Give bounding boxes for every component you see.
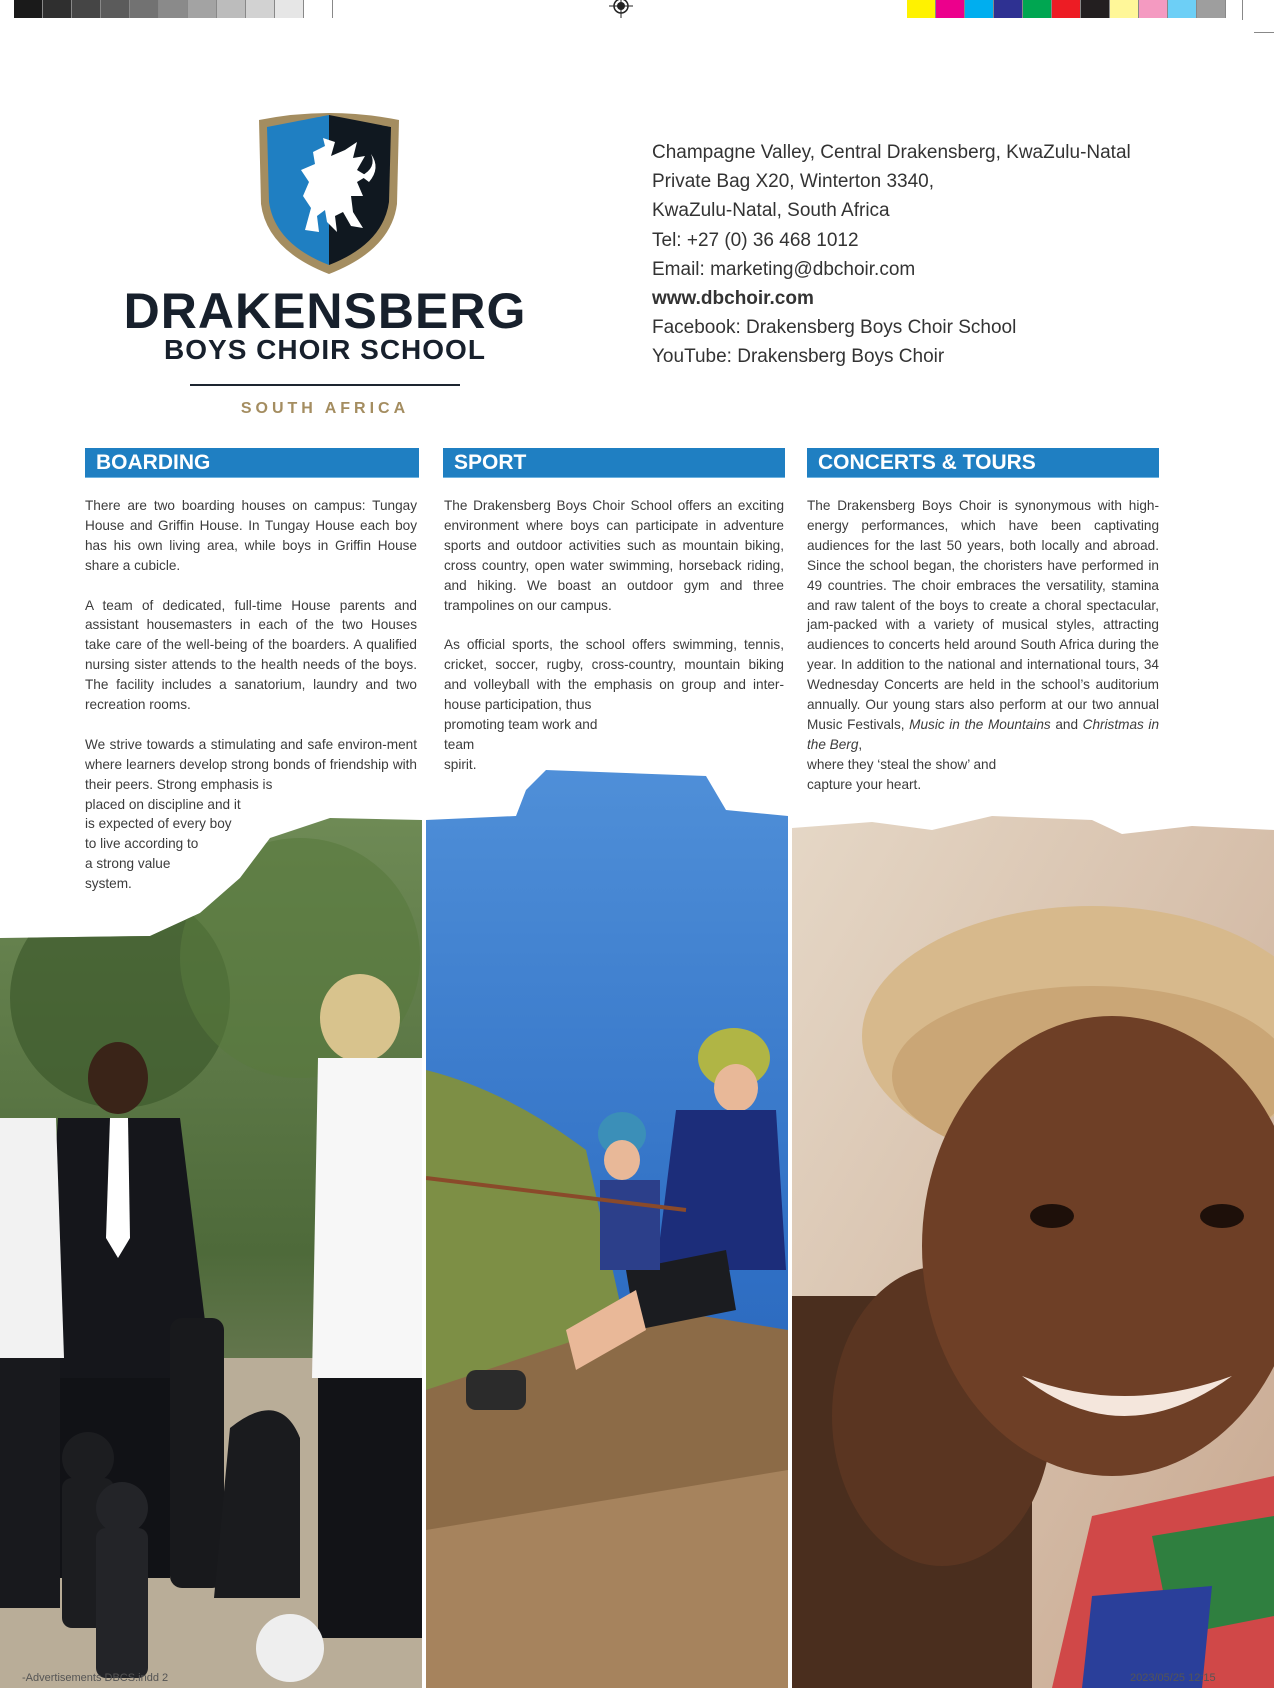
festival-name: Music in the Mountains: [909, 716, 1051, 732]
color-swatch: [43, 0, 72, 18]
color-swatch: [14, 0, 43, 18]
color-swatch: [907, 0, 936, 18]
color-swatch: [246, 0, 275, 18]
concerts-text: [807, 496, 1159, 795]
color-swatch: [275, 0, 304, 18]
color-swatch: [936, 0, 965, 18]
color-swatch: [188, 0, 217, 18]
conjunction-text: and: [1050, 716, 1083, 732]
boarding-line: a strong value: [85, 856, 171, 872]
website-link[interactable]: www.dbchoir.com: [652, 288, 814, 310]
sport-line: promoting team work and: [444, 716, 598, 732]
logo-country: SOUTH AFRICA: [240, 400, 410, 417]
color-swatch: [1168, 0, 1197, 18]
email-link[interactable]: Email: marketing@dbchoir.com: [652, 258, 916, 280]
boarding-paragraph: A team of dedicated, full-time House parents and assistant housemasters in each of the two Houses take care of the well-being of the boarders. A qualified nursing sister attends to the health needs of the boys. The facility includes a sanatorium, laundry and two recreation rooms.: [85, 597, 417, 713]
sport-heading: SPORT: [443, 448, 785, 478]
boarding-text: [85, 496, 417, 894]
address-line: KwaZulu-Natal, South Africa: [652, 200, 890, 222]
phone-number: Tel: +27 (0) 36 468 1012: [652, 229, 859, 251]
concerts-line: where they ‘steal the show’ and: [807, 756, 997, 772]
color-swatch-strip: [907, 0, 1226, 18]
youtube-link[interactable]: YouTube: Drakensberg Boys Choir: [652, 346, 945, 368]
crop-mark: [1242, 0, 1243, 20]
sport-paragraph: The Drakensberg Boys Choir School offers an exciting environment where boys can participate in adventure sports and outdoor activities such as mountain biking, cross country, open water swimming, horseback riding, and hiking. We boast an outdoor gym and three trampolines on our campus.: [444, 498, 784, 613]
boarding-line: system.: [85, 876, 132, 892]
color-swatch: [1139, 0, 1168, 18]
smiling-chorister-photo: [792, 816, 1274, 1688]
address-line: Private Bag X20, Winterton 3340,: [652, 171, 934, 193]
color-swatch: [304, 0, 333, 18]
color-swatch: [72, 0, 101, 18]
color-swatch: [1110, 0, 1139, 18]
color-swatch: [217, 0, 246, 18]
sport-paragraph: As official sports, the school offers swimming, tennis, cricket, soccer, rugby, cross-country, mountain biking and volleyball with the emphasis on group and inter-house participation, thus: [444, 637, 784, 713]
file-slug: -Advertisements DBCS.indd 2: [22, 1672, 169, 1684]
boarding-paragraph: We strive towards a stimulating and safe environ-ment where learners develop strong bonds of friendship with their peers. Strong emphasis is: [85, 736, 417, 792]
boarding-line: is expected of every boy: [85, 816, 232, 832]
gray-swatch-strip: [14, 0, 333, 18]
color-swatch: [159, 0, 188, 18]
boarding-line: placed on discipline and it: [85, 796, 241, 812]
crop-mark: [1254, 32, 1274, 33]
chess-boys-photo: [0, 818, 422, 1688]
registration-mark-icon: [609, 0, 633, 24]
logo-subtitle: BOYS CHOIR SCHOOL: [164, 334, 486, 365]
concerts-line: capture your heart.: [807, 776, 922, 792]
color-swatch: [1081, 0, 1110, 18]
color-swatch: [130, 0, 159, 18]
color-swatch: [965, 0, 994, 18]
facebook-link[interactable]: Facebook: Drakensberg Boys Choir School: [652, 317, 1017, 339]
concerts-paragraph: [807, 496, 1159, 755]
contact-info: [652, 138, 1212, 372]
timestamp-slug: 2023/05/25 12:15: [1130, 1672, 1216, 1684]
boarding-line: to live according to: [85, 836, 199, 852]
logo-divider: [190, 384, 460, 386]
school-logo: [110, 112, 540, 432]
shield-crest-icon: [253, 112, 405, 278]
concerts-body: The Drakensberg Boys Choir is synonymous with high-energy performances, which have been captivating audiences for the last 50 years, both locally and abroad. Since the school began, the choristers have performed in 49 countries. The choir embraces the versatility, stamina and raw talent of the boys to create a choral spectacular, jam-packed with a variety of musical styles, attracting audiences to concerts held around South Africa during the year. In addition to the national and international tours, 34 Wednesday Concerts are held in the school’s auditorium annually. Our young stars also perform at our two annual Music Festivals,: [807, 498, 1159, 732]
abseiling-photo: [426, 770, 788, 1688]
sport-line: team: [444, 736, 475, 752]
festival-name: Christmas in the Berg: [807, 716, 1160, 752]
color-swatch: [101, 0, 130, 18]
punctuation-text: ,: [858, 736, 863, 752]
sport-text: [444, 496, 784, 775]
concerts-heading: CONCERTS & TOURS: [807, 448, 1159, 478]
color-swatch: [1052, 0, 1081, 18]
address-line: Champagne Valley, Central Drakensberg, KwaZulu-Natal: [652, 142, 1131, 163]
boarding-heading: BOARDING: [85, 448, 419, 478]
sport-line: spirit.: [444, 756, 477, 772]
boarding-paragraph: There are two boarding houses on campus: Tungay House and Griffin House. In Tungay House each boy has his own living area, while boys in Griffin House share a cubicle.: [85, 498, 417, 573]
color-swatch: [1023, 0, 1052, 18]
logo-name: DRAKENSBERG: [123, 283, 527, 339]
color-swatch: [1197, 0, 1226, 18]
color-swatch: [994, 0, 1023, 18]
